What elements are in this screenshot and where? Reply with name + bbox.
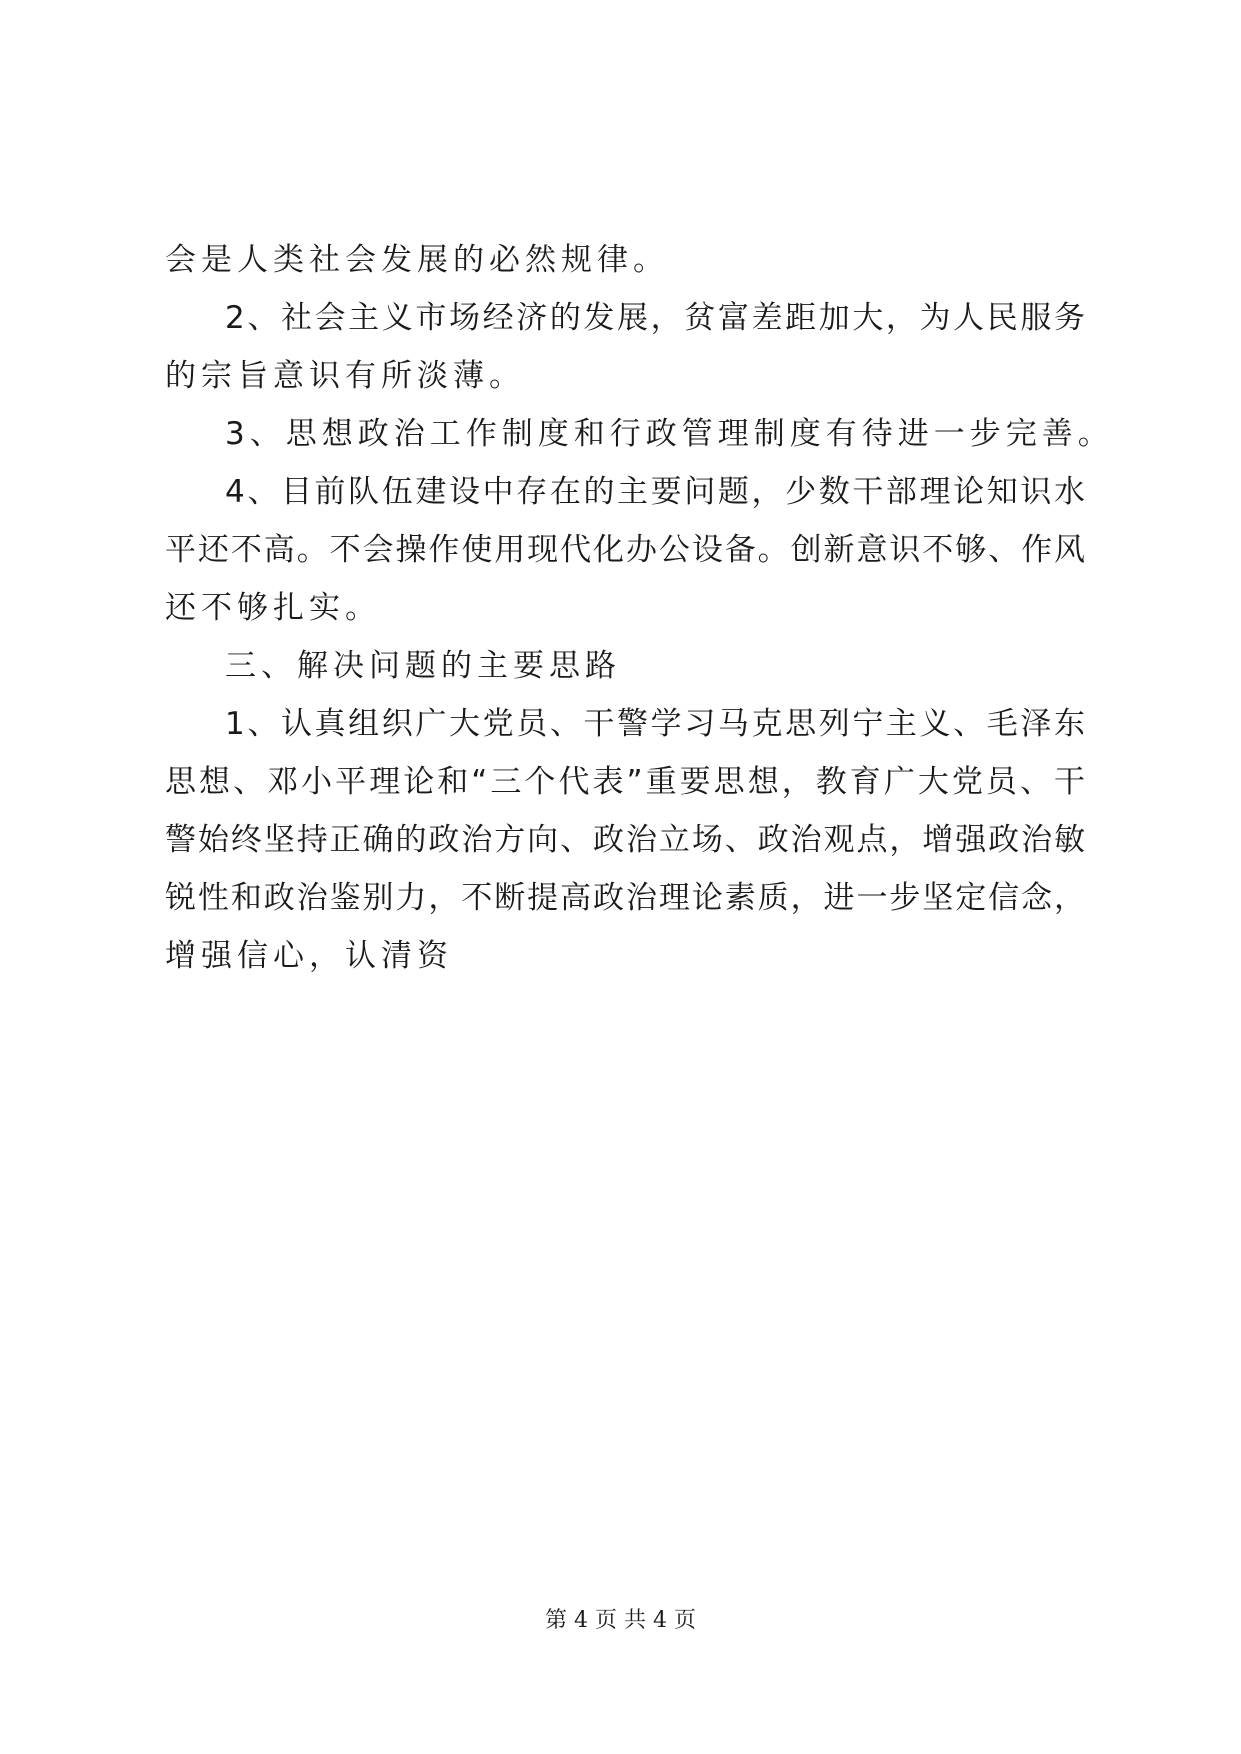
page-number-footer: 第 4 页 共 4 页	[545, 1608, 696, 1633]
text-line-12: 锐性和政治鉴别力，不断提高政治理论素质，进一步坚定信念，	[165, 880, 1085, 916]
section-heading: 三、解决问题的主要思路	[225, 648, 621, 684]
text-line-6: 平还不高。不会操作使用现代化办公设备。创新意识不够、作风	[165, 532, 1085, 568]
text-line-13: 增强信心，认清资	[165, 938, 453, 974]
text-line-11: 警始终坚持正确的政治方向、政治立场、政治观点，增强政治敏	[165, 822, 1085, 858]
text-line-1: 会是人类社会发展的必然规律。	[165, 242, 669, 278]
text-line-9: 1、认真组织广大党员、干警学习马克思列宁主义、毛泽东	[225, 706, 1085, 742]
text-line-10: 思想、邓小平理论和“三个代表”重要思想，教育广大党员、干	[165, 764, 1085, 800]
text-line-5: 4、目前队伍建设中存在的主要问题，少数干部理论知识水	[225, 474, 1085, 510]
text-line-2: 2、社会主义市场经济的发展，贫富差距加大，为人民服务	[225, 300, 1085, 336]
text-line-3: 的宗旨意识有所淡薄。	[165, 358, 525, 394]
text-line-7: 还不够扎实。	[165, 590, 381, 626]
text-line-4: 3、思想政治工作制度和行政管理制度有待进一步完善。	[225, 416, 1114, 452]
